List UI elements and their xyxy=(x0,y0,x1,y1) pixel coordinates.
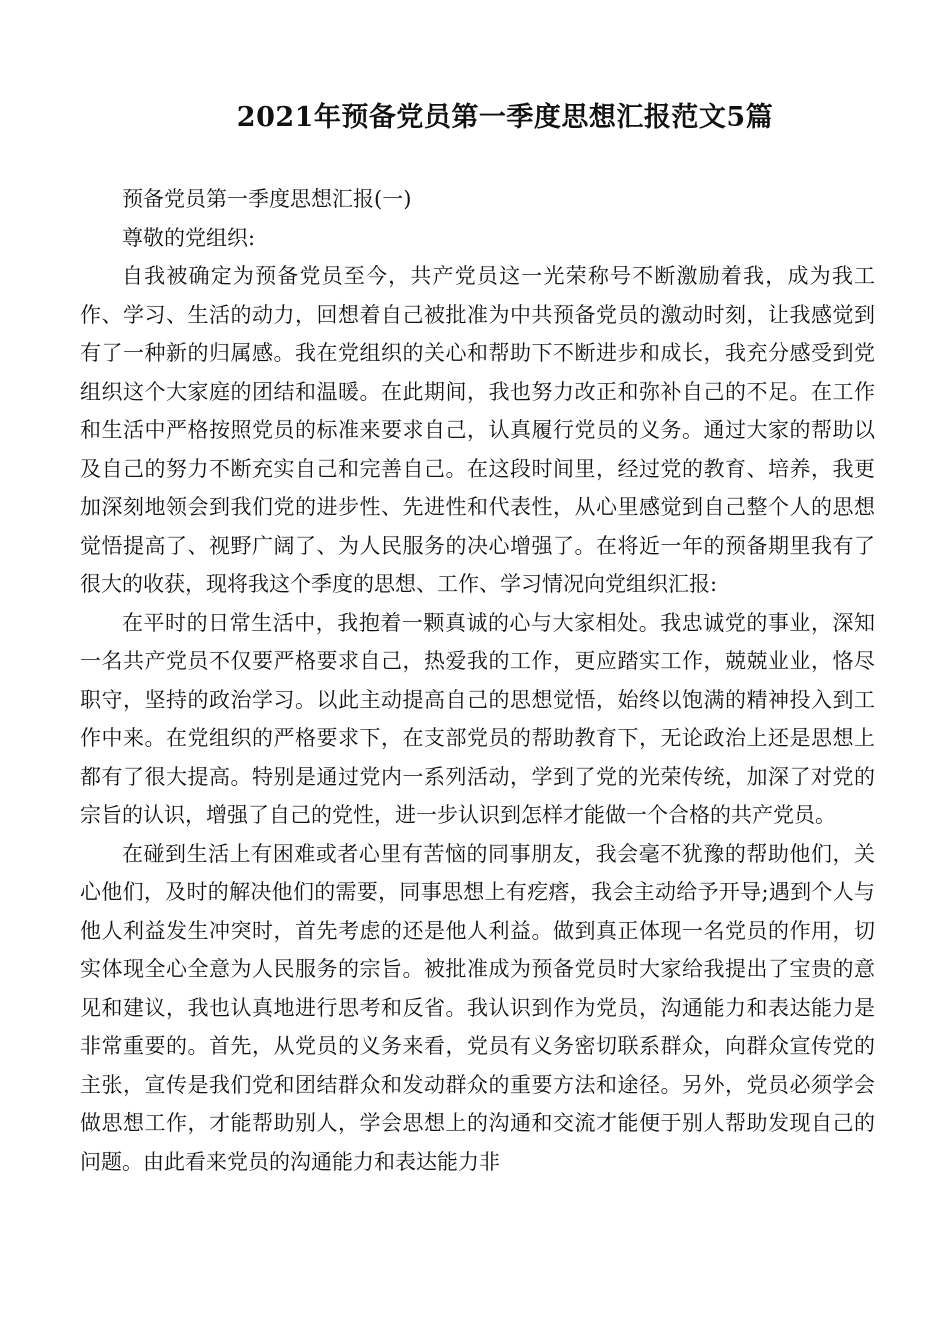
section-heading: 预备党员第一季度思想汇报(一) xyxy=(122,187,412,211)
body-paragraph: 自我被确定为预备党员至今，共产党员这一光荣称号不断激励着我，成为我工作、学习、生活的动力，回想着自己被批准为中共预备党员的激动时刻，让我感觉到有了一种新的归属感。我在党组织的关心和帮助下不断进步和成长，我充分感受到党组织这个大家庭的团结和温暖。在此期间，我也努力改正和弥补自己的不足。在工作和生活中严格按照党员的标准来要求自己，认真履行党员的义务。通过大家的帮助以及自己的努力不断充实自己和完善自己。在这段时间里，经过党的教育、培养，我更加深刻地领会到我们党的进步性、先进性和代表性，从心里感觉到自己整个人的思想觉悟提高了、视野广阔了、为人民服务的决心增强了。在将近一年的预备期里我有了很大的收获，现将我这个季度的思想、工作、学习情况向党组织汇报: xyxy=(80,264,875,596)
body-paragraph: 在碰到生活上有困难或者心里有苦恼的同事朋友，我会毫不犹豫的帮助他们，关心他们，及时的解决他们的需要，同事思想上有疙瘩，我会主动给予开导;遇到个人与他人利益发生冲突时，首先考虑的还是他人利益。做到真正体现一名党员的作用，切实体现全心全意为人民服务的宗旨。被批准成为预备党员时大家给我提出了宝贵的意见和建议，我也认真地进行思考和反省。我认识到作为党员，沟通能力和表达能力是非常重要的。首先，从党员的义务来看，党员有义务密切联系群众，向群众宣传党的主张，宣传是我们党和团结群众和发动群众的重要方法和途径。另外，党员必须学会做思想工作，才能帮助别人，学会思想上的沟通和交流才能便于别人帮助发现自己的问题。由此看来党员的沟通能力和表达能力非 xyxy=(80,841,875,1174)
document-body xyxy=(80,180,875,1181)
body-paragraph: 在平时的日常生活中，我抱着一颗真诚的心与大家相处。我忠诚党的事业，深知一名共产党员不仅要严格要求自己，热爱我的工作，更应踏实工作，兢兢业业，恪尽职守，坚持的政治学习。以此主动提高自己的思想觉悟，始终以饱满的精神投入到工作中来。在党组织的严格要求下，在支部党员的帮助教育下，无论政治上还是思想上都有了很大提高。特别是通过党内一系列活动，学到了党的光荣传统，加深了对党的宗旨的认识，增强了自己的党性，进一步认识到怎样才能做一个合格的共产党员。 xyxy=(80,610,875,827)
salutation: 尊敬的党组织: xyxy=(122,225,256,250)
document-title: 2021年预备党员第一季度思想汇报范文5篇 xyxy=(236,102,774,133)
